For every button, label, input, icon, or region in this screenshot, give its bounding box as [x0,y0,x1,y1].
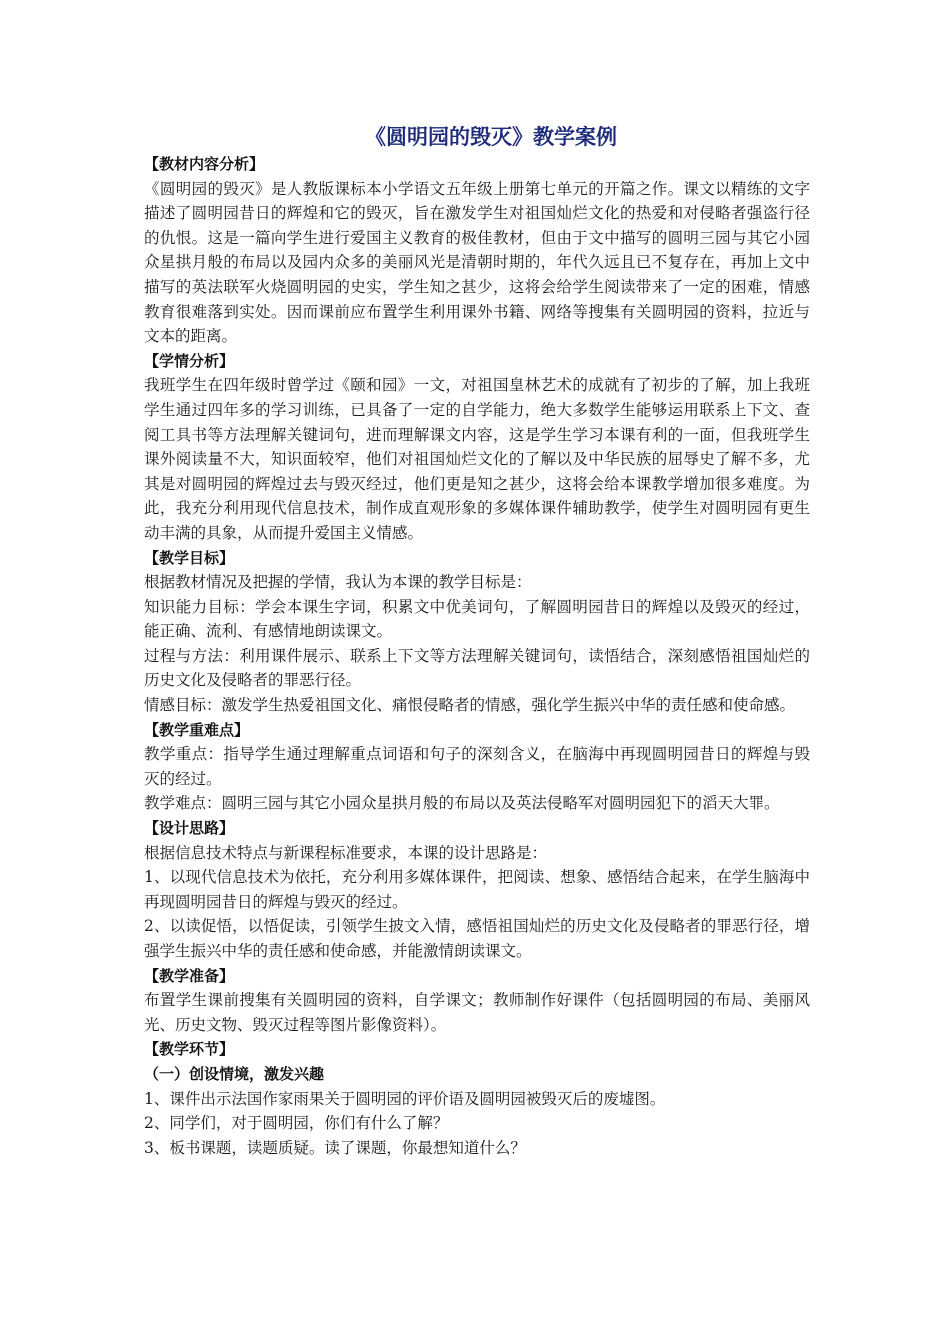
list-item: 3、板书课题，读题质疑。读了课题，你最想知道什么？ [144,1138,526,1157]
section-heading: 【教材内容分析】 [144,155,265,173]
section-teaching-steps [144,1037,810,1160]
paragraph: 《圆明园的毁灭》是人教版课标本小学语文五年级上册第七单元的开篇之作。课文以精练的文字描述了圆明园昔日的辉煌和它的毁灭，旨在激发学生对祖国灿烂文化的热爱和对侵略者强盗行径的仇恨。这是一篇向学生进行爱国主义教育的极佳教材，但由于文中描写的圆明三园与其它小园众星拱月般的布局以及园内众多的美丽风光是清朝时期的，年代久远且已不复存在，再加上文中描写的英法联军火烧圆明园的史实，学生知之甚少，这将会给学生阅读带来了一定的困难，情感教育很难落到实处。因而课前应布置学生利用课外书籍、网络等搜集有关圆明园的资料，拉近与文本的距离。 [144,179,810,346]
step-subheading: （一）创设情境，激发兴趣 [144,1064,325,1083]
paragraph: 根据教材情况及把握的学情，我认为本课的教学目标是： [144,573,532,592]
list-item: 2、同学们，对于圆明园，你们有什么了解？ [144,1114,449,1133]
section-heading: 【教学准备】 [144,966,235,985]
section-heading: 【教学重难点】 [144,720,250,739]
section-key-difficult-points [144,718,810,816]
section-student-analysis [144,349,810,546]
paragraph: 我班学生在四年级时曾学过《颐和园》一文，对祖国皇林艺术的成就有了初步的了解，加上我班学生通过四年多的学习训练，已具备了一定的自学能力，绝大多数学生能够运用联系上下文、查阅工具书等方法理解关键词句，进而理解课文内容，这是学生学习本课有利的一面，但我班学生课外阅读量不大，知识面较窄，他们对祖国灿烂文化的了解以及中华民族的屈辱史了解不多，尤其是对圆明园的辉煌过去与毁灭经过，他们更是知之甚少，这将会给本课教学增加很多难度。为此，我充分利用现代信息技术，制作成直观形象的多媒体课件辅助教学，使学生对圆明园有更生动丰满的具象，从而提升爱国主义情感。 [144,376,810,542]
section-heading: 【学情分析】 [144,351,235,370]
paragraph: 2、以读促悟，以悟促读，引领学生披文入情，感悟祖国灿烂的历史文化及侵略者的罪恶行径，增强学生振兴中华的责任感和使命感，并能激情朗读课文。 [144,917,810,960]
document-title: 《圆明园的毁灭》教学案例 [365,125,617,149]
paragraph: 知识能力目标：学会本课生字词，积累文中优美词句，了解圆明园昔日的辉煌以及毁灭的经过，能正确、流利、有感情地朗读课文。 [144,597,810,641]
paragraph: 布置学生课前搜集有关圆明园的资料，自学课文；教师制作好课件（包括圆明园的布局、美丽风光、历史文物、毁灭过程等图片影像资料）。 [144,991,810,1034]
section-teaching-preparation [144,964,810,1038]
paragraph: 教学重点：指导学生通过理解重点词语和句子的深刻含义，在脑海中再现圆明园昔日的辉煌与毁灭的经过。 [144,745,810,788]
section-textbook-analysis [144,152,810,349]
paragraph: 教学难点：圆明三园与其它小园众星拱月般的布局以及英法侵略军对圆明园犯下的滔天大罪。 [144,794,780,813]
list-item: 1、课件出示法国作家雨果关于圆明园的评价语及圆明园被毁灭后的废墟图。 [144,1089,666,1108]
section-heading: 【设计思路】 [144,819,235,838]
section-design-ideas [144,816,810,964]
section-heading: 【教学环节】 [144,1040,235,1059]
paragraph: 根据信息技术特点与新课程标准要求，本课的设计思路是： [144,843,548,862]
section-teaching-objectives [144,546,810,718]
section-heading: 【教学目标】 [144,548,235,567]
paragraph: 1、以现代信息技术为依托，充分利用多媒体课件，把阅读、想象、感悟结合起来，在学生脑海中再现圆明园昔日的辉煌与毁灭的经过。 [144,868,810,911]
paragraph: 过程与方法：利用课件展示、联系上下文等方法理解关键词句，读悟结合，深刻感悟祖国灿烂的历史文化及侵略者的罪恶行径。 [144,646,810,690]
paragraph: 情感目标：激发学生热爱祖国文化、痛恨侵略者的情感，强化学生振兴中华的责任感和使命感。 [144,696,796,715]
document-body [144,122,810,1160]
